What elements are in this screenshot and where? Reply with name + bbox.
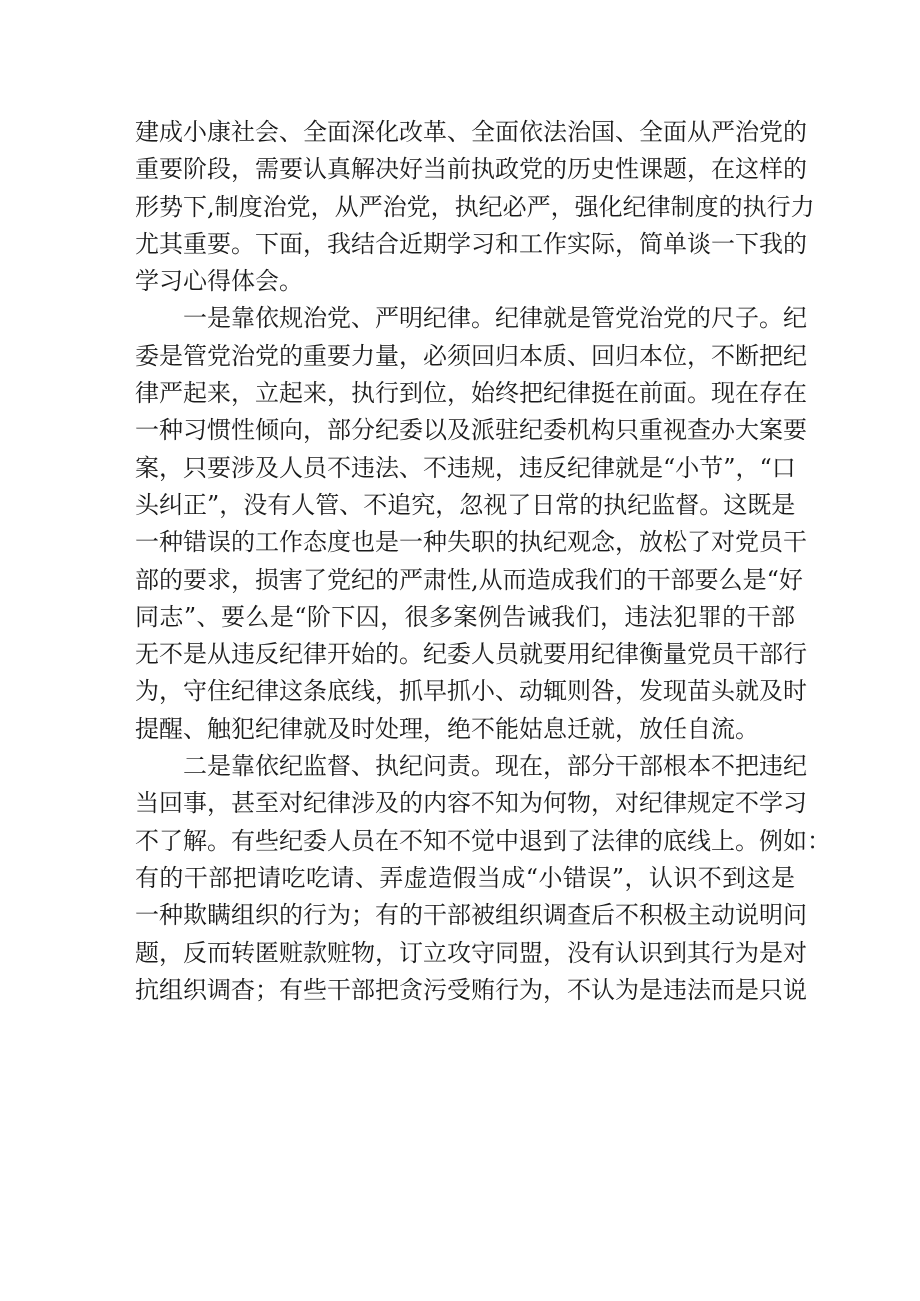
text-line: 二是靠依纪监督、执纪问责。现在，部分干部根本不把违纪 [183,752,807,781]
text-line: 提醒、触犯纪律就及时处理，绝不能姑息迁就，放任自流。 [135,714,759,743]
paragraph-point-one [135,300,807,748]
text-line: 尤其重要。下面，我结合近期学习和工作实际，简单谈一下我的 [135,229,807,258]
paragraph-intro [135,114,815,300]
text-line: 重要阶段，需要认真解决好当前执政党的历史性课题，在这样的 [135,155,807,184]
text-line: 一种欺瞒组织的行为；有的干部被组织调查后不积极主动说明问 [135,901,807,930]
text-line: 题，反而转匿赃款赃物，订立攻守同盟，没有认识到其行为是对 [135,938,807,967]
text-line: 委是管党治党的重要力量，必须回归本质、回归本位，不断把纪 [135,341,807,370]
text-line: 不了解。有些纪委人员在不知不觉中退到了法律的底线上。例如： [135,826,831,855]
text-line: 抗组织调杳；有些干部把贪污受贿行为，不认为是违法而是只说 [135,975,807,1004]
text-line: 部的要求，损害了党纪的严肃性,从而造成我们的干部要么是“好 [135,565,803,594]
document-body [135,114,831,1009]
text-line: 学习心得体会。 [135,267,303,296]
paragraph-point-two [135,748,831,1009]
text-line: 有的干部把请吃吃请、弄虚造假当成“小错误”，认识不到这是 [135,863,795,892]
text-line: 头纠正”，没有人管、不追究，忽视了日常的执纪监督。这既是 [135,490,796,519]
text-line: 一是靠依规治党、严明纪律。纪律就是管党治党的尺子。纪 [183,304,807,333]
text-line: 无不是从违反纪律开始的。纪委人员就要用纪律衡量党员干部行 [135,640,807,669]
text-line: 律严起来，立起来，执行到位，始终把纪律挺在前面。现在存在 [135,379,807,408]
text-line: 一种习惯性倾向，部分纪委以及派驻纪委机构只重视查办大案要 [135,416,807,445]
text-line: 为，守住纪律这条底线，抓早抓小、动辄则咎，发现苗头就及时 [135,677,807,706]
text-line: 当回事，甚至对纪律涉及的内容不知为何物，对纪律规定不学习 [135,789,807,818]
text-line: 形势下,制度治党，从严治党，执纪必严，强化纪律制度的执行力 [135,192,815,221]
text-line: 一种错误的工作态度也是一种失职的执纪观念，放松了对党员干 [135,528,807,557]
text-line: 同志”、要么是“阶下囚，很多案例告诫我们，违法犯罪的干部 [135,602,795,631]
text-line: 建成小康社会、全面深化改革、全面依法治国、全面从严治党的 [135,118,807,146]
text-line: 案，只要涉及人员不违法、不违规，违反纪律就是“小节”，“口 [135,453,796,482]
